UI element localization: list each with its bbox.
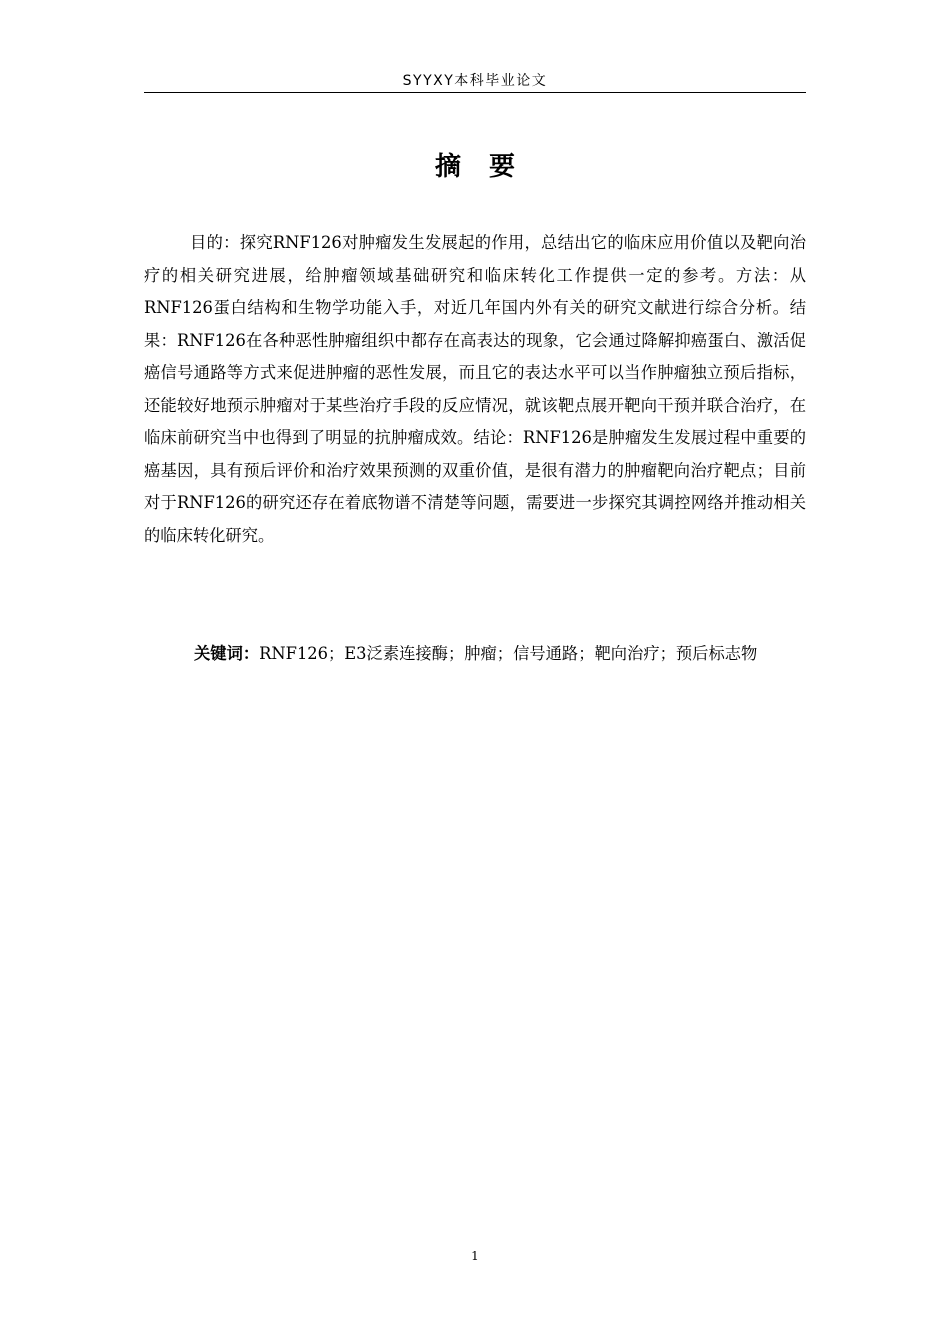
running-header (144, 70, 806, 93)
keywords-label: 关键词： (194, 644, 260, 663)
abstract-title: 摘要 (434, 152, 543, 182)
keywords-list: RNF126；E3泛素连接酶；肿瘤；信号通路；靶向治疗；预后标志物 (259, 644, 758, 663)
running-header-title: SYYXY本科毕业论文 (402, 73, 548, 89)
keywords-paragraph (144, 637, 806, 670)
abstract-body: 目的：探究RNF126对肿瘤发生发展起的作用，总结出它的临床应用价值以及靶向治疗的相关研究进展，给肿瘤领域基础研究和临床转化工作提供一定的参考。方法：从RNF126蛋白结构和生物学功能入手，对近几年国内外有关的研究文献进行综合分析。结果：RNF126在各种恶性肿瘤组织中都存在高表达的现象，它会通过降解抑癌蛋白、激活促癌信号通路等方式来促进肿瘤的恶性发展，而且它的表达水平可以当作肿瘤独立预后指标，还能较好地预示肿瘤对于某些治疗手段的反应情况，就该靶点展开靶向干预并联合治疗，在临床前研究当中也得到了明显的抗肿瘤成效。结论：RNF126是肿瘤发生发展过程中重要的癌基因，具有预后评价和治疗效果预测的双重价值，是很有潜力的肿瘤靶向治疗靶点；目前对于RNF126的研究还存在着底物谱不清楚等问题，需要进一步探究其调控网络并推动相关的临床转化研究。 (144, 233, 806, 545)
page-number: 1 (471, 1249, 479, 1263)
